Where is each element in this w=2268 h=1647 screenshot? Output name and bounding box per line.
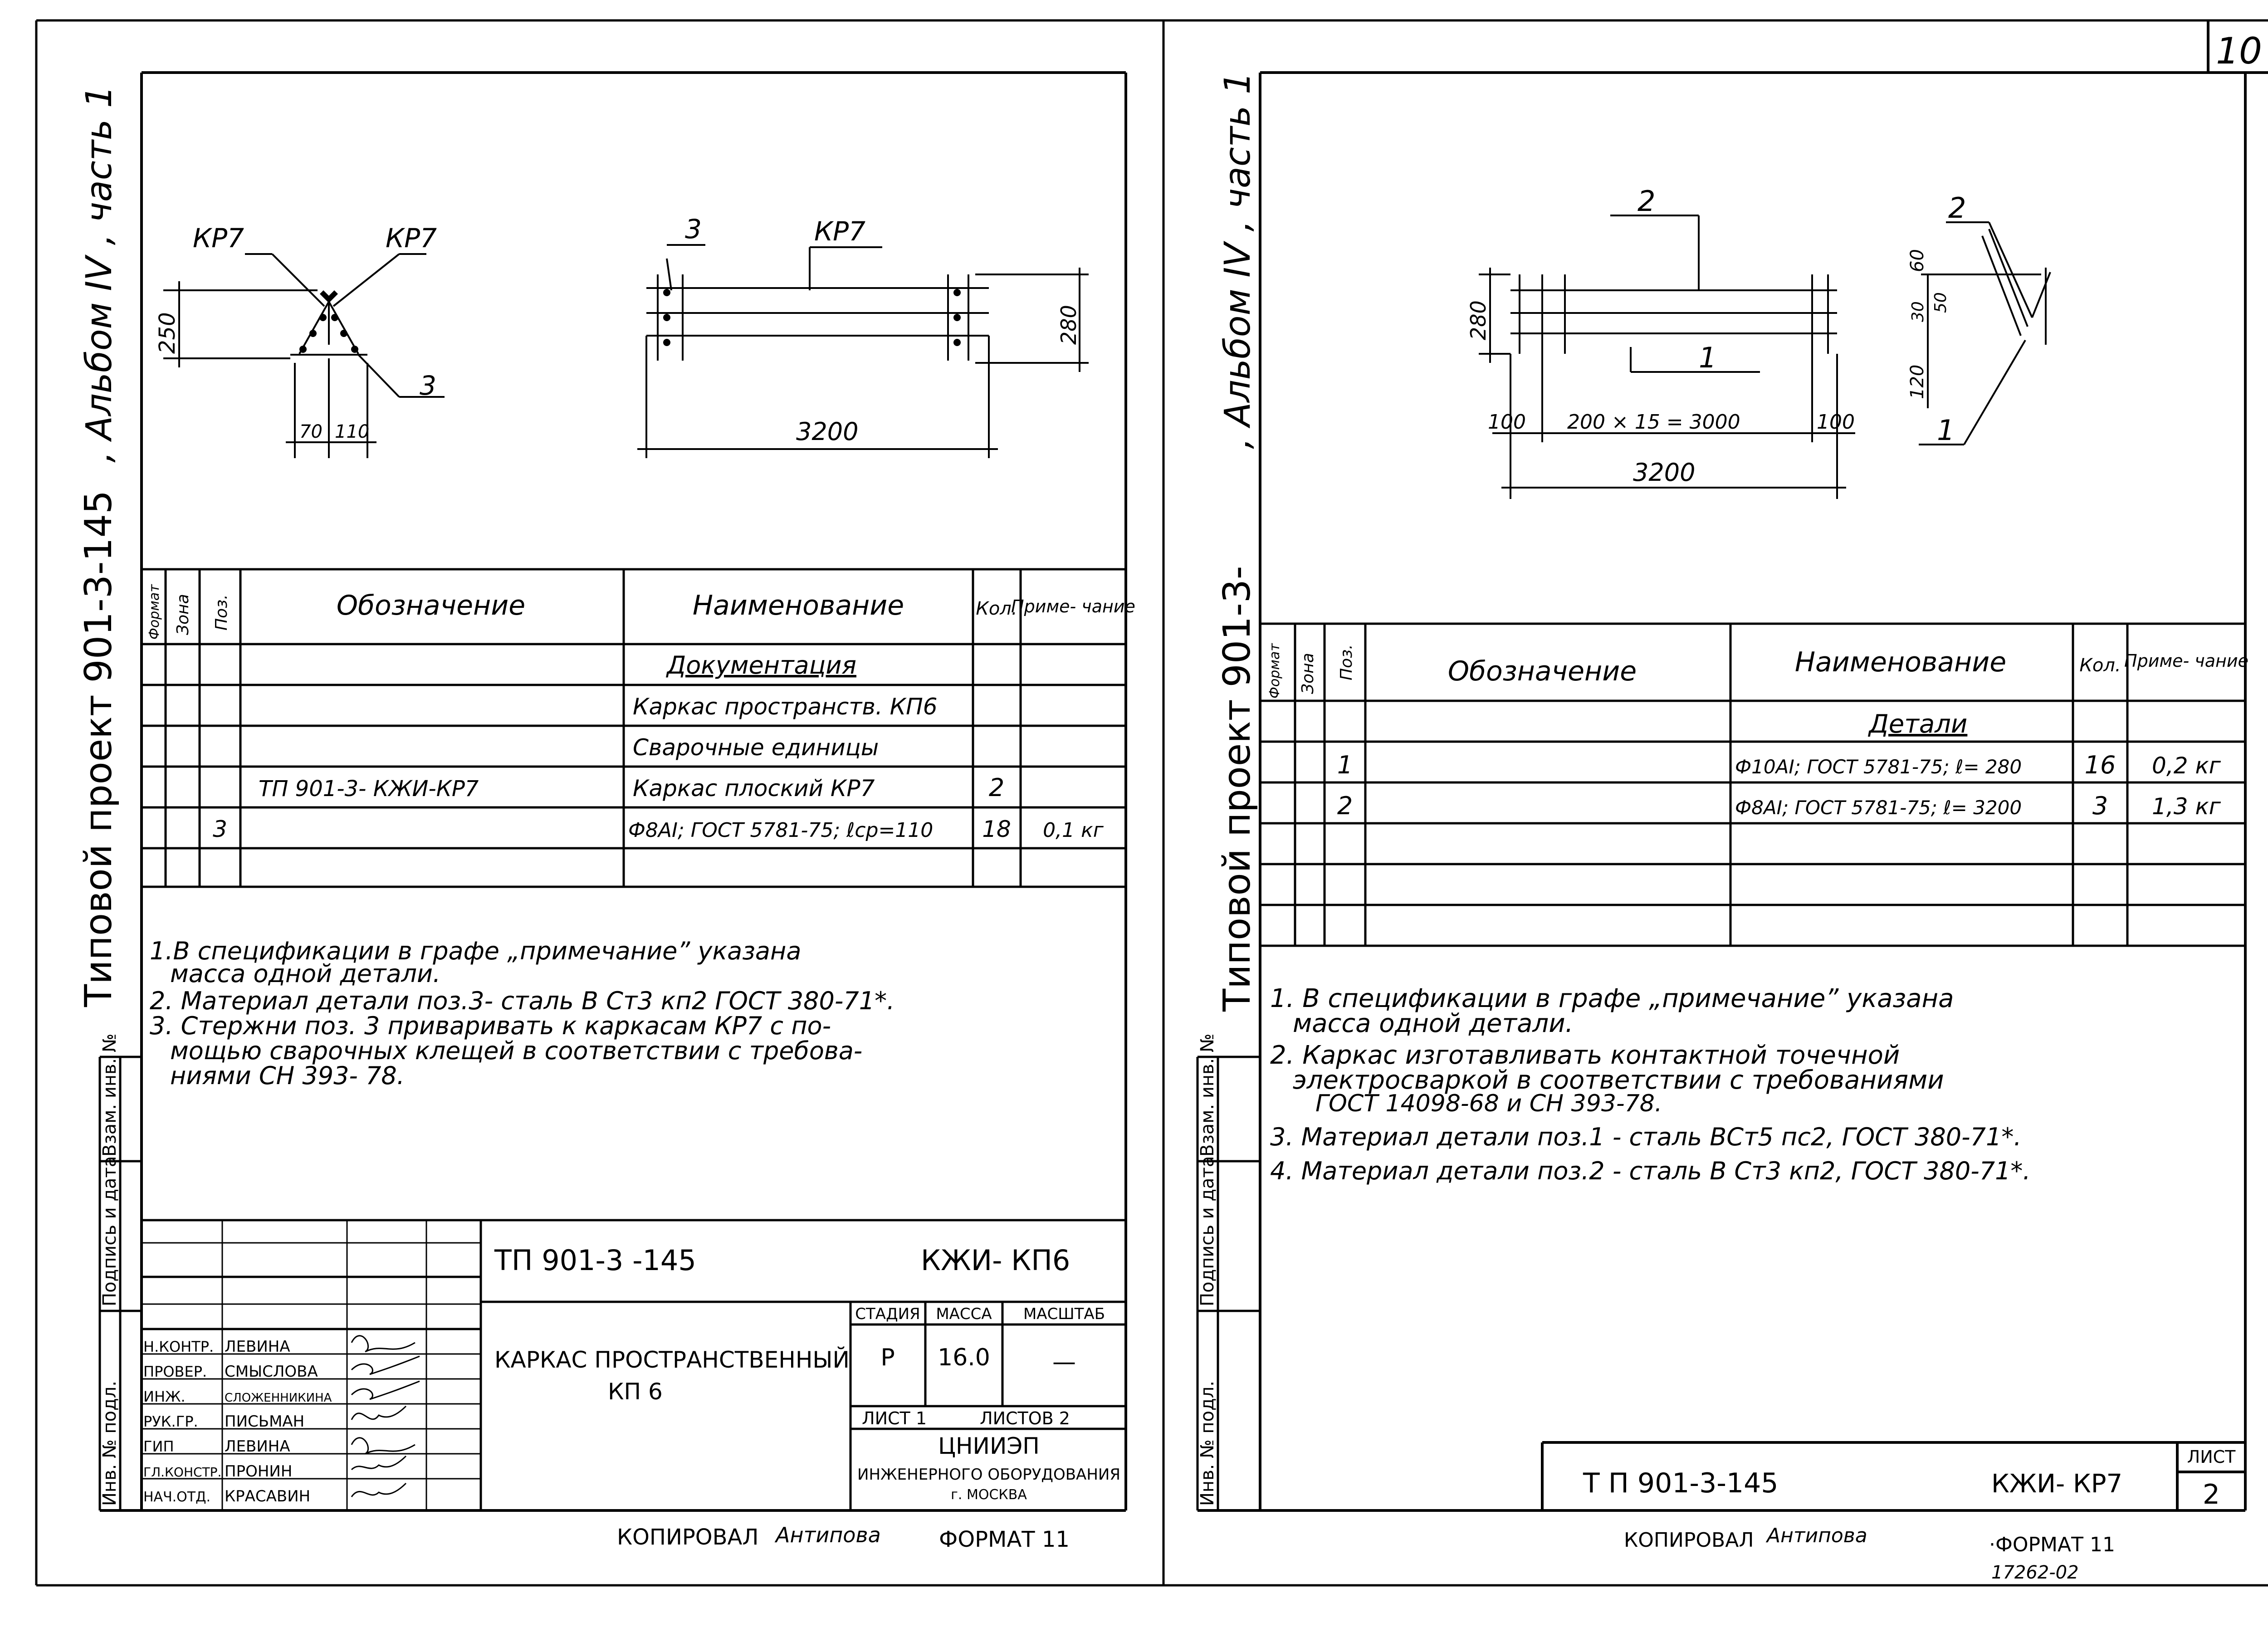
role-0: Н.КОНТР.	[143, 1338, 214, 1355]
mass-header: МАССА	[936, 1305, 992, 1323]
side-project-code: Типовой проект 901-3-	[1216, 566, 1259, 1012]
col-header-qty: Кол.	[2079, 655, 2121, 676]
label-pos2-left: 2	[1637, 185, 1656, 218]
row-pos-2: 2	[1337, 792, 1353, 820]
org-name: ЦНИИЭП	[938, 1433, 1040, 1459]
copied-label: КОПИРОВАЛ	[617, 1525, 759, 1550]
scale-header: МАСШТАБ	[1023, 1305, 1105, 1323]
row-name-0: Документация	[667, 651, 856, 679]
strip-label-zam: Взам. инв. №	[99, 1033, 120, 1157]
strip-label-inv: Инв. № подл.	[99, 1381, 120, 1506]
row-qty-1: 16	[2084, 751, 2116, 779]
row-pos-4: 3	[213, 816, 227, 842]
note-line-3: 2. Каркас изготавливать контактной точечной	[1270, 1041, 1900, 1070]
dim-3200: 3200	[796, 417, 859, 446]
dim-3200: 3200	[1633, 458, 1696, 487]
org-dept: ИНЖЕНЕРНОГО ОБОРУДОВАНИЯ	[857, 1466, 1120, 1484]
notes	[150, 937, 894, 1090]
note-line-6: ниями СН 393- 78.	[170, 1061, 405, 1090]
title-code: Т П 901-3-145	[1583, 1467, 1779, 1499]
sheet-of: ЛИСТ 1	[862, 1408, 927, 1428]
col-header-designation: Обозначение	[1447, 655, 1637, 687]
row-qty-3: 2	[988, 773, 1005, 802]
col-header-pos: Поз.	[1337, 644, 1356, 680]
strip-label-sign: Подпись и дата	[1197, 1156, 1218, 1306]
name-5: ПРОНИН	[225, 1462, 293, 1481]
col-header-name: Наименование	[692, 590, 904, 621]
copied-label: КОПИРОВАЛ	[1624, 1529, 1754, 1552]
row-designation-3: ТП 901-3- КЖИ-КР7	[259, 776, 479, 802]
row-name-2: Сварочные единицы	[633, 734, 879, 761]
role-5: ГЛ.КОНСТР.	[143, 1465, 222, 1480]
title-block	[1542, 1442, 2245, 1510]
strip-label-inv: Инв. № подл.	[1197, 1381, 1218, 1506]
side-view	[637, 214, 1089, 458]
notes	[1270, 984, 2031, 1185]
name-1: СМЫСЛОВА	[225, 1363, 318, 1381]
dim-110: 110	[335, 421, 370, 442]
row-qty-2: 3	[2092, 792, 2108, 820]
dim-100-left: 100	[1488, 411, 1526, 434]
side-label-kr7: КР7	[814, 216, 866, 247]
label-pos1: 1	[1699, 341, 1717, 374]
title-block	[142, 1220, 1126, 1510]
row-note-1: 0,2 кг	[2152, 753, 2221, 779]
sheet-number: 2	[2202, 1479, 2220, 1510]
note-line-4: электросваркой в соответствии с требованиями	[1293, 1065, 1944, 1095]
scale-value: —	[1052, 1349, 1076, 1376]
sheet-label: ЛИСТ	[2187, 1447, 2236, 1467]
col-header-format: Формат	[1267, 643, 1283, 699]
frame-drawing	[1466, 185, 2050, 499]
copied-name: Антипова	[1767, 1524, 1867, 1547]
name-3: ПИСЬМАН	[225, 1412, 305, 1431]
note-line-4: 3. Стержни поз. 3 приваривать к каркасам КР7 с по-	[150, 1012, 831, 1040]
dim-100-right: 100	[1817, 411, 1855, 434]
side-album-stamp: , Альбом IV , часть 1	[79, 85, 120, 463]
side-label-pos3: 3	[685, 214, 702, 244]
row-note-4: 0,1 кг	[1043, 819, 1104, 842]
right-sheet	[1197, 72, 2248, 1583]
row-note-2: 1,3 кг	[2152, 793, 2221, 820]
org-city: г. МОСКВА	[951, 1487, 1027, 1503]
row-name-4: Ф8АI; ГОСТ 5781-75; ℓср=110	[628, 819, 934, 842]
dim-60: 60	[1907, 249, 1928, 272]
role-3: РУК.ГР.	[143, 1413, 198, 1430]
dim-250: 250	[155, 312, 180, 354]
name-2: СЛОЖЕННИКИНА	[225, 1391, 332, 1405]
role-6: НАЧ.ОТД.	[143, 1489, 211, 1505]
col-header-designation: Обозначение	[336, 590, 526, 621]
name-4: ЛЕВИНА	[225, 1437, 290, 1456]
stage-value: Р	[880, 1344, 895, 1371]
title-line-2: КП 6	[608, 1378, 663, 1405]
section-label-pos3: 3	[420, 370, 436, 401]
name-6: КРАСАВИН	[225, 1487, 311, 1505]
row-name-0: Детали	[1869, 709, 1968, 739]
side-project-code: Типовой проект 901-3-145	[77, 490, 120, 1007]
dim-120: 120	[1907, 364, 1928, 399]
col-header-zone: Зона	[174, 594, 192, 635]
format-label: ФОРМАТ 11	[939, 1527, 1070, 1552]
row-qty-4: 18	[982, 816, 1011, 842]
role-1: ПРОВЕР.	[143, 1363, 207, 1380]
row-name-3: Каркас плоский КР7	[633, 775, 875, 802]
title-line-1: КАРКАС ПРОСТРАНСТВЕННЫЙ	[494, 1347, 850, 1373]
dim-3000: 200 × 15 = 3000	[1567, 411, 1740, 434]
spec-table	[1260, 624, 2248, 946]
label-pos2-right: 2	[1948, 191, 1966, 225]
note-line-6: 3. Материал детали поз.1 - сталь ВСт5 пс2, ГОСТ 380-71*.	[1270, 1123, 2022, 1151]
title-mark: КЖИ- КР7	[1991, 1469, 2123, 1499]
side-album-stamp: , Альбом IV , часть 1	[1217, 72, 1258, 449]
section-label-kr7-right: КР7	[386, 223, 437, 254]
col-header-note: Приме- чание	[2124, 651, 2248, 671]
col-header-zone: Зона	[1299, 653, 1317, 694]
dim-50: 50	[1931, 292, 1950, 313]
label-pos1-right: 1	[1937, 414, 1955, 447]
row-name-2: Ф8АI; ГОСТ 5781-75; ℓ= 3200	[1735, 797, 2022, 819]
section-label-kr7-left: КР7	[193, 223, 244, 254]
note-line-7: 4. Материал детали поз.2 - сталь В Ст3 кп2, ГОСТ 380-71*.	[1270, 1157, 2031, 1185]
inventory-number: 17262-02	[1991, 1562, 2079, 1583]
strip-label-sign: Подпись и дата	[99, 1156, 120, 1306]
strip-label-zam: Взам. инв. №	[1197, 1033, 1218, 1157]
signatures	[352, 1336, 420, 1497]
dim-280: 280	[1056, 305, 1081, 345]
stage-header: СТАДИЯ	[855, 1305, 920, 1323]
section-view	[155, 223, 445, 458]
note-line-1: 1. В спецификации в графе „примечание” указана	[1270, 984, 1954, 1013]
left-sheet	[77, 73, 1135, 1552]
row-pos-1: 1	[1337, 751, 1353, 779]
dim-30: 30	[1909, 301, 1927, 322]
note-line-2: масса одной детали.	[1293, 1009, 1574, 1038]
note-line-5: ГОСТ 14098-68 и СН 393-78.	[1315, 1090, 1662, 1117]
col-header-note: Приме- чание	[1011, 596, 1135, 616]
role-2: ИНЖ.	[143, 1388, 186, 1405]
row-name-1: Каркас пространств. КП6	[633, 694, 938, 720]
row-name-1: Ф10АI; ГОСТ 5781-75; ℓ= 280	[1735, 756, 2022, 778]
note-line-5: мощью сварочных клещей в соответствии с требова-	[170, 1036, 863, 1065]
sheets-total: ЛИСТОВ 2	[980, 1408, 1070, 1428]
col-header-pos: Поз.	[212, 594, 231, 630]
title-code: ТП 901-3 -145	[494, 1244, 696, 1277]
note-line-3: 2. Материал детали поз.3- сталь В Ст3 кп2 ГОСТ 380-71*.	[150, 987, 895, 1015]
copied-name: Антипова	[776, 1523, 881, 1547]
role-4: ГИП	[143, 1438, 174, 1455]
dim-70: 70	[299, 421, 323, 442]
note-line-1: 1.В спецификации в графе „примечание” указана	[150, 937, 802, 965]
note-line-2: масса одной детали.	[170, 959, 441, 988]
dim-280: 280	[1466, 300, 1491, 340]
mass-value: 16.0	[938, 1344, 990, 1371]
title-mark: КЖИ- КП6	[921, 1244, 1070, 1277]
col-header-qty: Кол.	[976, 598, 1017, 619]
spec-table	[142, 569, 1135, 887]
name-0: ЛЕВИНА	[225, 1338, 290, 1356]
format-label: ·ФОРМАТ 11	[1989, 1533, 2115, 1556]
sheet-number: 10	[2216, 30, 2262, 72]
col-header-format: Формат	[147, 584, 162, 640]
col-header-name: Наименование	[1794, 646, 2007, 678]
